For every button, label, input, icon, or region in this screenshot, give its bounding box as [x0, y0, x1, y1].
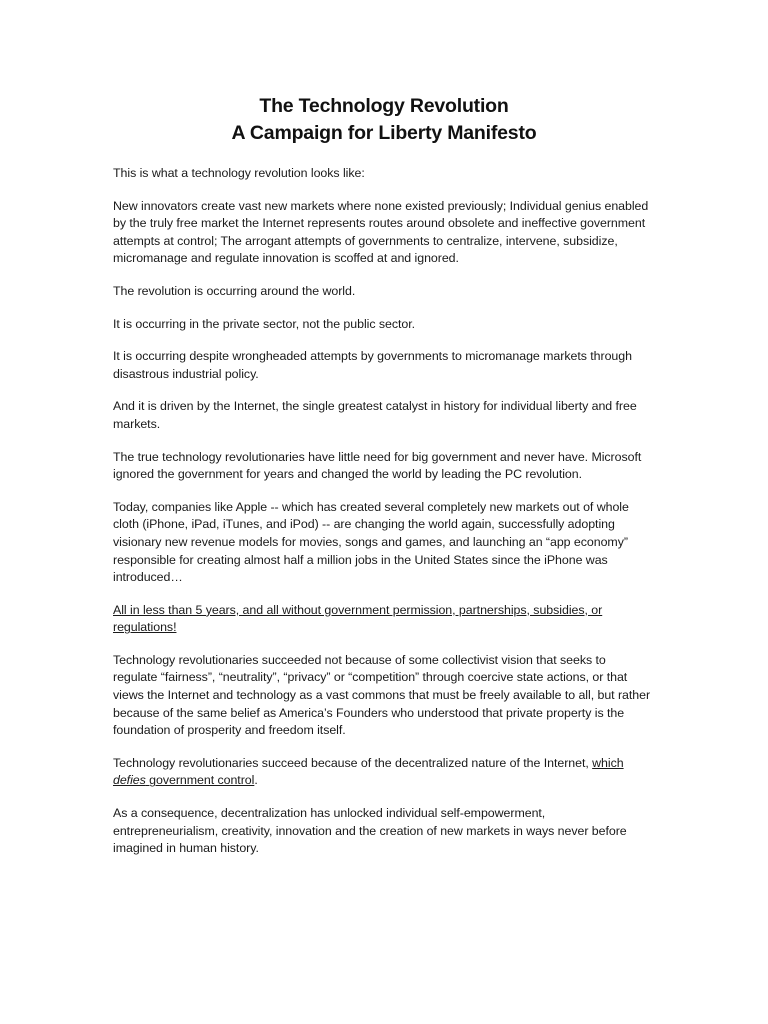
defies-emphasis: defies — [113, 773, 146, 788]
document-body — [113, 165, 653, 873]
decentralized-trail: . — [254, 773, 258, 788]
decentralized-lead: Technology revolutionaries succeed because of the decentralized nature of the Internet, — [113, 755, 593, 770]
paragraph-microsoft: The true technology revolutionaries have little need for big government and never have. Microsoft ignored the government for years and changed the world by leading the PC revolution. — [113, 449, 642, 482]
title-line-2: A Campaign for Liberty Manifesto — [231, 122, 537, 144]
title-line-1: The Technology Revolution — [259, 95, 509, 117]
defies-part-1: which — [592, 755, 624, 770]
paragraph-revolution-world: The revolution is occurring around the world. — [113, 283, 356, 298]
defies-part-2: government control — [145, 773, 255, 788]
paragraph-apple: Today, companies like Apple -- which has created several completely new markets out of whole cloth (iPhone, iPad, iTunes, and iPod) -- are changing the world again, successfully adopting visionary new revenue models for movies, songs and games, and launching an “app economy” responsible for creating almost half a million jobs in the United States since the iPhone was introduced… — [113, 499, 629, 585]
paragraph-collectivist-vision: Technology revolutionaries succeeded not because of some collectivist vision that seeks to regulate “fairness”, “neutrality”, “privacy” or “competition” through coercive state actions, or that views the Internet and technology as a vast commons that must be freely available to all, but rather because of the same belief as America’s Founders who understood that private property is the foundation of prosperity and freedom itself. — [113, 652, 651, 738]
paragraph-intro: This is what a technology revolution looks like: — [113, 166, 365, 180]
paragraph-consequence: As a consequence, decentralization has unlocked individual self-empowerment, entrepreneurialism, creativity, innovation and the creation of new markets in ways never before imagined in human history. — [113, 806, 627, 856]
document-title — [0, 93, 768, 147]
paragraph-new-innovators: New innovators create vast new markets where none existed previously; Individual genius enabled by the truly free market the Internet represents routes around obsolete and ineffective government attempts at control; The arrogant attempts of governments to centralize, intervene, subsidize, micromanage and regulate innovation is scoffed at and ignored. — [113, 198, 649, 266]
paragraph-internet-catalyst: And it is driven by the Internet, the single greatest catalyst in history for individual liberty and free markets. — [113, 399, 637, 431]
paragraph-decentralized — [113, 755, 653, 790]
paragraph-industrial-policy: It is occurring despite wrongheaded attempts by governments to micromanage markets through disastrous industrial policy. — [113, 349, 632, 381]
paragraph-less-than-5-years: All in less than 5 years, and all without government permission, partnerships, subsidies, or regulations! — [113, 602, 603, 635]
paragraph-private-sector: It is occurring in the private sector, not the public sector. — [113, 316, 416, 331]
